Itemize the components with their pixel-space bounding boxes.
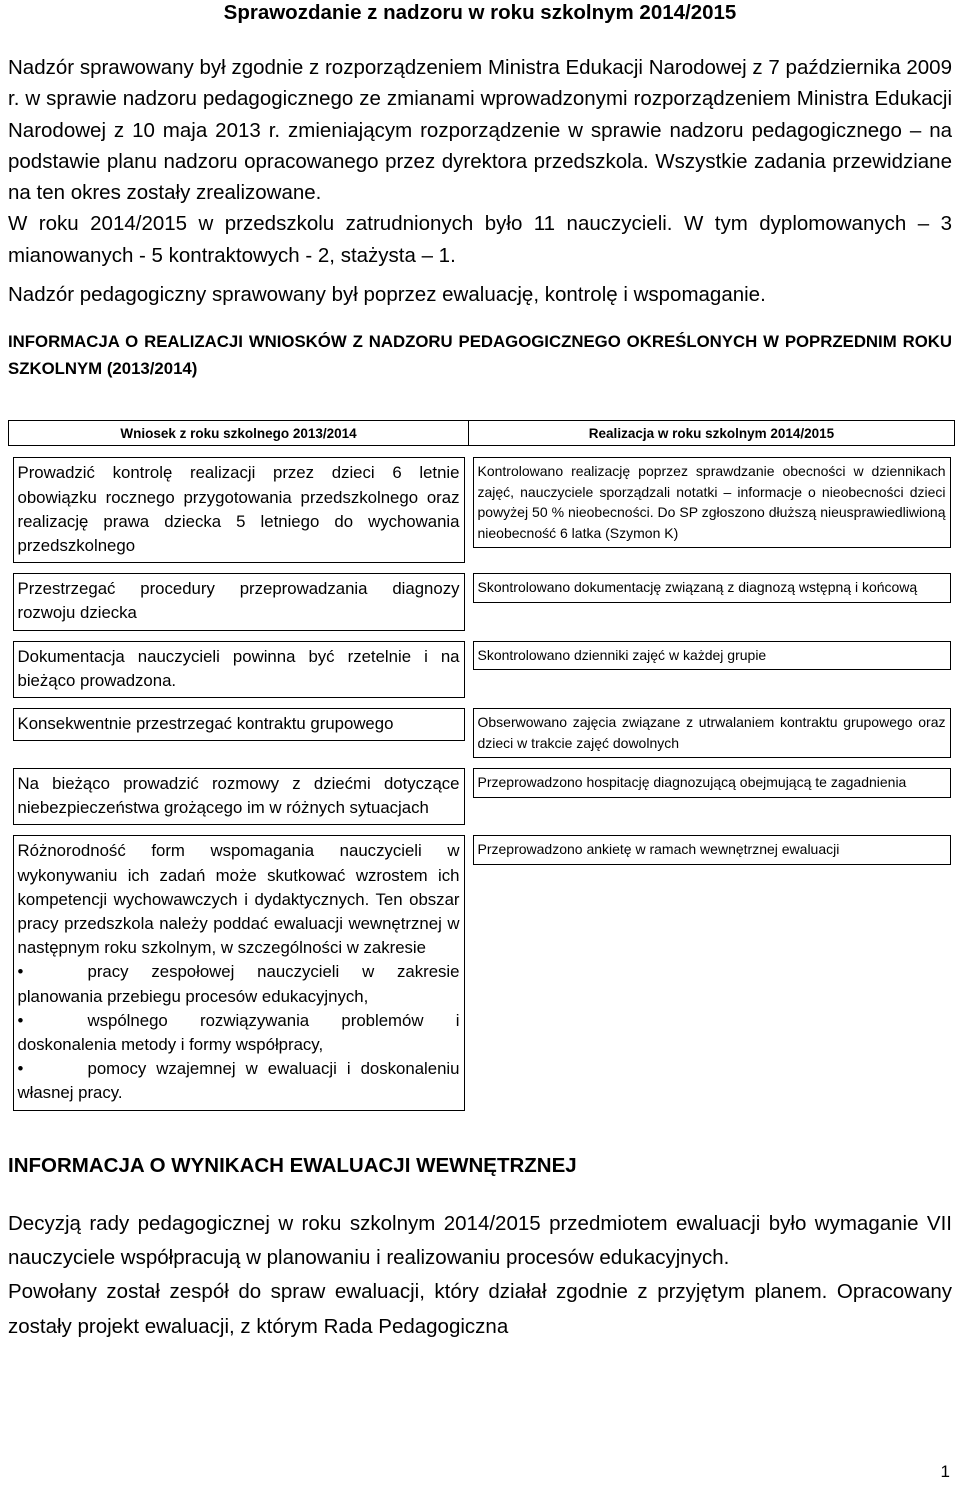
bullet-text: pracy zespołowej nauczycieli w zakresie planowania przebiegu procesów edukacyjnych,: [17, 962, 460, 1006]
table-row: [9, 452, 955, 568]
recommendations-table: [8, 420, 955, 1115]
recommendation-cell: Prowadzić kontrolę realizacji przez dzieci 6 letnie obowiązku rocznego przygotowania przedszkolnego oraz realizację prawa dziecka 5 letniego do wychowania przedszkolnego: [13, 457, 465, 563]
table-row: [9, 830, 955, 1115]
table-row: [9, 636, 955, 703]
bullet-icon: •: [17, 1010, 24, 1030]
recommendation-cell: Na bieżąco prowadzić rozmowy z dziećmi dotyczące niebezpieczeństwa grożącego im w różnych sytuacjach: [13, 768, 465, 825]
implementation-cell: Przeprowadzono ankietę w ramach wewnętrznej ewaluacji: [473, 835, 951, 865]
evaluation-section: [8, 1207, 952, 1345]
implementation-cell: Skontrolowano dokumentację związaną z diagnozą wstępną i końcową: [473, 573, 951, 603]
implementation-cell: Skontrolowano dzienniki zajęć w każdej grupie: [473, 641, 951, 671]
document-page: [8, 0, 952, 1344]
intro-paragraph-supervision-forms: Nadzór pedagogiczny sprawowany był poprzez ewaluację, kontrolę i wspomaganie.: [8, 283, 766, 307]
intro-paragraph-legal-basis: Nadzór sprawowany był zgodnie z rozporządzeniem Ministra Edukacji Narodowej z 7 października 2009 r. w sprawie nadzoru pedagogicznego ze zmianami wprowadzonymi rozporządzeniem Ministra Edukacji Narodowej z 10 maja 2013 r. zmieniającym rozporządzenie w sprawie nadzoru pedagogicznego – na podstawie planu nadzoru opracowanego przez dyrektora przedszkola. Wszystkie zadania przewidziane na ten okres zostały zrealizowane.: [8, 56, 952, 205]
bullet-icon: •: [17, 962, 24, 982]
implementation-cell: Kontrolowano realizację poprzez sprawdzanie obecności w dziennikach zajęć, nauczyciele sporządzali notatki – informacje o nieobecności dzieci powyżej 50 % nieobecności. Do SP zgłoszono dłuższą nieusprawiedliwioną nieobecność 6 latka (Szymon K): [473, 457, 951, 548]
recommendation-cell: Konsekwentnie przestrzegać kontraktu grupowego: [13, 708, 465, 741]
report-title: Sprawozdanie z nadzoru w roku szkolnym 2014/2015: [223, 1, 737, 24]
bullet-text: wspólnego rozwiązywania problemów i doskonalenia metody i formy współpracy,: [17, 1010, 460, 1055]
bullet-icon: •: [17, 1059, 24, 1079]
evaluation-paragraph-subject: Decyzją rady pedagogicznej w roku szkolnym 2014/2015 przedmiotem ewaluacji było wymaganie VII nauczyciele współpracują w planowaniu i realizowaniu procesów edukacyjnych.: [8, 1211, 952, 1270]
table-row: [9, 568, 955, 635]
section-heading-evaluation: INFORMACJA O WYNIKACH EWALUACJI WEWNĘTRZNEJ: [8, 1153, 577, 1177]
table-header-row: [9, 421, 955, 446]
recommendation-text: Różnorodność form wspomagania nauczycieli w wykonywaniu ich zadań może skutkować wzrostem ich kompetencji wychowawczych i dydaktycznych. Ten obszar pracy przedszkola należy poddać ewaluacji wewnętrznej w następnym roku szkolnym, w szczególności w zakresie: [17, 841, 460, 958]
page-number: 1: [940, 1462, 950, 1481]
column-header-recommendation: Wniosek z roku szkolnego 2013/2014: [9, 421, 469, 446]
intro-paragraph-staff: W roku 2014/2015 w przedszkolu zatrudnionych było 11 nauczycieli. W tym dyplomowanych – 3 mianowanych - 5 kontraktowych - 2, stażysta – 1.: [8, 212, 952, 267]
intro-section: [8, 52, 952, 310]
bullet-item: [18, 1057, 460, 1105]
recommendation-cell: [13, 835, 465, 1110]
recommendation-cell: Przestrzegać procedury przeprowadzania diagnozy rozwoju dziecka: [13, 573, 465, 630]
implementation-cell: Obserwowano zajęcia związane z utrwalaniem kontraktu grupowego oraz dzieci w trakcie zajęć dowolnych: [473, 708, 951, 758]
bullet-item: [18, 1009, 460, 1057]
bullet-item: [18, 960, 460, 1008]
implementation-cell: Przeprowadzono hospitację diagnozującą obejmującą te zagadnienia: [473, 768, 951, 798]
recommendation-cell: Dokumentacja nauczycieli powinna być rzetelnie i na bieżąco prowadzona.: [13, 641, 465, 698]
table-row: [9, 763, 955, 830]
evaluation-paragraph-team: Powołany został zespół do spraw ewaluacji, który działał zgodnie z przyjętym planem. Opracowany zostały projekt ewaluacji, z którym Rada Pedagogiczna: [8, 1280, 952, 1338]
column-header-implementation: Realizacja w roku szkolnym 2014/2015: [469, 421, 955, 446]
bullet-text: pomocy wzajemnej w ewaluacji i doskonaleniu własnej pracy.: [17, 1059, 460, 1103]
section-heading-recommendations: INFORMACJA O REALIZACJI WNIOSKÓW Z NADZORU PEDAGOGICZNEGO OKREŚLONYCH W POPRZEDNIM ROKU SZKOLNYM (2013/2014): [8, 332, 952, 379]
table-row: [9, 703, 955, 763]
